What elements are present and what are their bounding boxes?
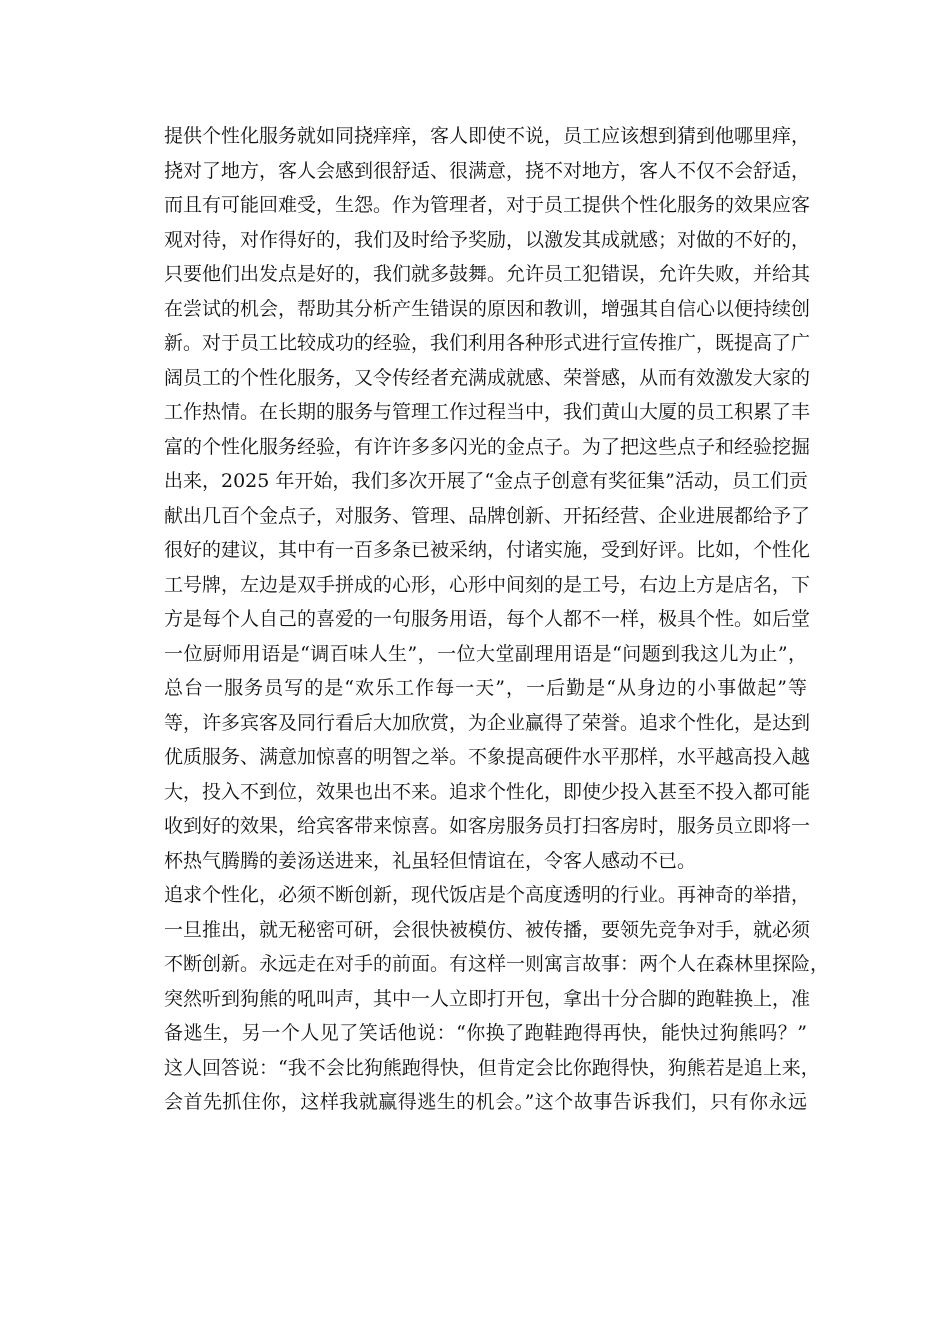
text-line: 挠对了地方，客人会感到很舒适、很满意，挠不对地方，客人不仅不会舒适， [164, 159, 811, 182]
text-line: 出来，2025 年开始，我们多次开展了“金点子创意有奖征集”活动，员工们贡 [164, 470, 808, 492]
text-line: 收到好的效果，给宾客带来惊喜。如客房服务员打扫客房时，服务员立即将一 [164, 815, 811, 837]
text-line: 杯热气腾腾的姜汤送进来，礼虽轻但情谊在，令客人感动不已。 [164, 849, 697, 872]
text-line: 献出几百个金点子，对服务、管理、品牌创新、开拓经营、企业进展都给予了 [164, 504, 811, 527]
text-line: 等，许多宾客及同行看后大加欣赏，为企业赢得了荣誉。追求个性化，是达到 [164, 711, 811, 734]
text-line: 一位厨师用语是“调百味人生”，一位大堂副理用语是“问题到我这儿为止”， [164, 642, 807, 665]
text-line: 阔员工的个性化服务，又令传经者充满成就感、荣誉感，从而有效激发大家的 [164, 366, 811, 389]
text-line: 突然听到狗熊的吼叫声，其中一人立即打开包，拿出十分合脚的跑鞋换上，准 [164, 987, 811, 1010]
text-line: 而且有可能回难受，生怨。作为管理者，对于员工提供个性化服务的效果应客 [164, 194, 811, 216]
text-line: 总台一服务员写的是“欢乐工作每一天”，一后勤是“从身边的小事做起”等 [164, 677, 807, 699]
text-line: 备逃生，另一个人见了笑话他说：“你换了跑鞋跑得再快，能快过狗熊吗？” [164, 1022, 807, 1044]
text-line: 提供个性化服务就如同挠痒痒，客人即使不说，员工应该想到猜到他哪里痒， [164, 125, 811, 147]
text-line: 不断创新。永远走在对手的前面。有这样一则寓言故事：两个人在森林里探险， [164, 953, 830, 975]
text-line: 会首先抓住你，这样我就赢得逃生的机会。”这个故事告诉我们，只有你永远 [164, 1091, 807, 1113]
text-line: 追求个性化，必须不断创新，现代饭店是个高度透明的行业。再神奇的举措， [164, 884, 811, 906]
text-line: 工号牌，左边是双手拼成的心形，心形中间刻的是工号，右边上方是店名，下 [164, 573, 811, 596]
text-line: 很好的建议，其中有一百多条已被采纳，付诸实施，受到好评。比如，个性化 [164, 539, 811, 561]
text-line: 观对待，对作得好的，我们及时给予奖励，以激发其成就感；对做的不好的， [164, 228, 811, 251]
text-line: 只要他们出发点是好的，我们就多鼓舞。允许员工犯错误，允许失败，并给其 [164, 263, 811, 285]
text-line: 一旦推出，就无秘密可研，会很快被模仿、被传播，要领先竞争对手，就必须 [164, 918, 811, 941]
text-line: 大，投入不到位，效果也出不来。追求个性化，即使少投入甚至不投入都可能 [164, 780, 811, 803]
text-line: 工作热情。在长期的服务与管理工作过程当中，我们黄山大厦的员工积累了丰 [164, 401, 811, 423]
document-body [143, 119, 830, 1120]
text-line: 方是每个人自己的喜爱的一句服务用语，每个人都不一样，极具个性。如后堂 [164, 608, 811, 630]
text-line: 新。对于员工比较成功的经验，我们利用各种形式进行宣传推广，既提高了广 [164, 332, 811, 354]
text-line: 富的个性化服务经验，有许许多多闪光的金点子。为了把这些点子和经验挖掘 [164, 435, 811, 458]
paragraph-2 [143, 878, 830, 1120]
text-line: 这人回答说：“我不会比狗熊跑得快，但肯定会比你跑得快，狗熊若是追上来， [164, 1056, 820, 1079]
paragraph-1 [143, 119, 811, 878]
text-line: 优质服务、满意加惊喜的明智之举。不象提高硬件水平那样，水平越高投入越 [164, 746, 811, 768]
text-line: 在尝试的机会，帮助其分析产生错误的原因和教训，增强其自信心以便持续创 [164, 297, 811, 320]
